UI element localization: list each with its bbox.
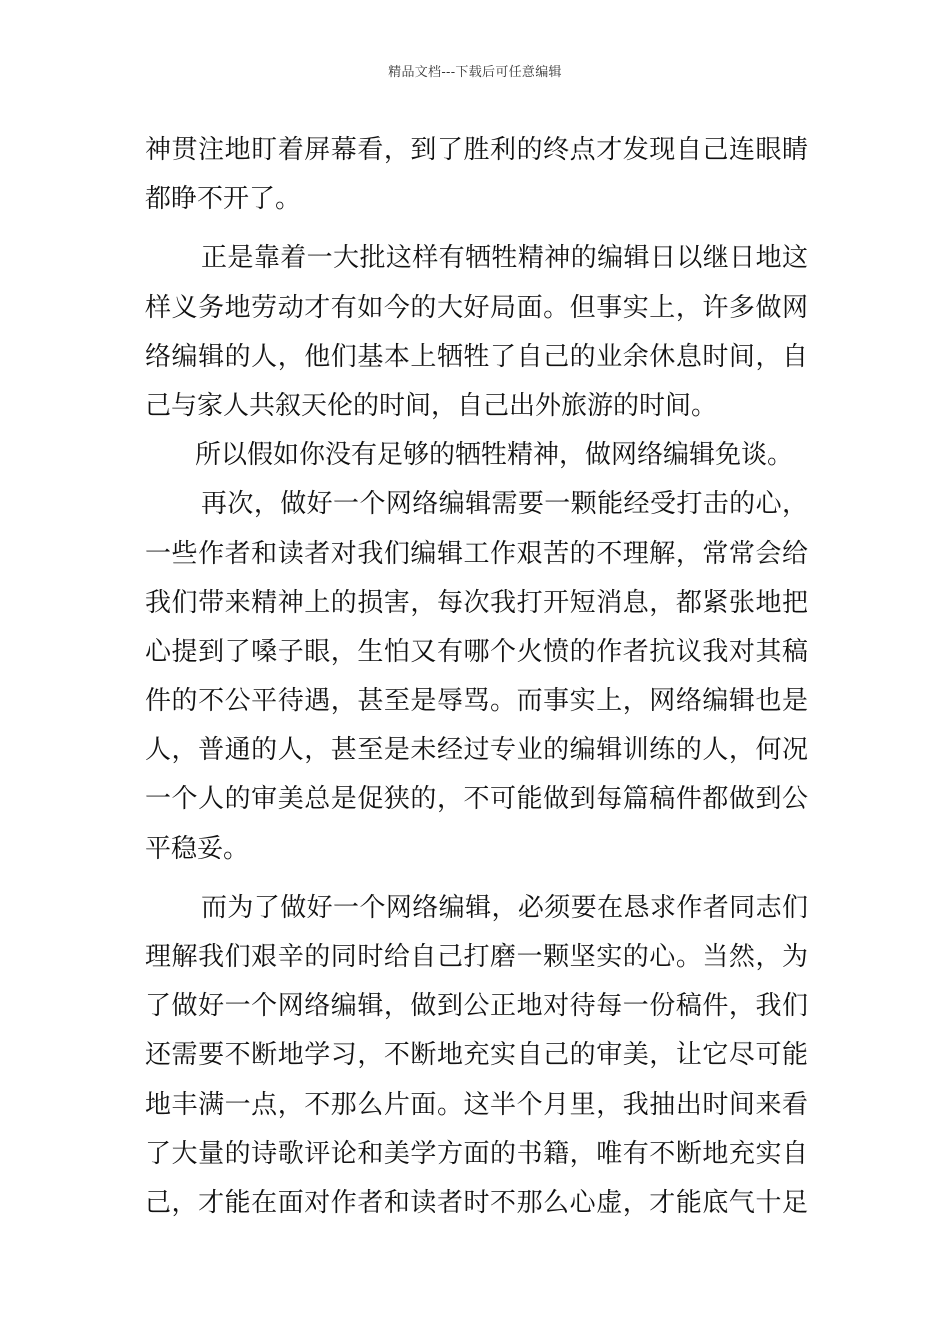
text-line: 一个人的审美总是促狭的，不可能做到每篇稿件都做到公 xyxy=(145,784,808,815)
text-line: 都睁不开了。 xyxy=(145,184,302,215)
text-line: 再次，做好一个网络编辑需要一颗能经受打击的心， xyxy=(201,489,808,520)
text-line: 人，普通的人，甚至是未经过专业的编辑训练的人，何况 xyxy=(145,735,808,766)
text-line: 己与家人共叙天伦的时间，自己出外旅游的时间。 xyxy=(145,390,718,421)
text-line: 了大量的诗歌评论和美学方面的书籍，唯有不断地充实自 xyxy=(145,1138,808,1169)
text-line: 理解我们艰辛的同时给自己打磨一颗坚实的心。当然，为 xyxy=(145,942,808,972)
page-header: 精品文档---下载后可任意编辑 xyxy=(388,65,562,80)
text-line: 件的不公平待遇，甚至是辱骂。而事实上，网络编辑也是 xyxy=(145,686,808,717)
text-line: 了做好一个网络编辑，做到公正地对待每一份稿件，我们 xyxy=(145,991,808,1022)
text-line: 平稳妥。 xyxy=(145,833,250,864)
document-body xyxy=(145,126,808,1228)
text-line: 络编辑的人，他们基本上牺牲了自己的业余休息时间，自 xyxy=(145,341,808,372)
text-line: 己，才能在面对作者和读者时不那么心虚，才能底气十足 xyxy=(145,1187,808,1218)
text-line: 而为了做好一个网络编辑，必须要在恳求作者同志们 xyxy=(201,892,808,923)
text-line: 我们带来精神上的损害，每次我打开短消息，都紧张地把 xyxy=(145,587,808,618)
text-line: 神贯注地盯着屏幕看，到了胜利的终点才发现自己连眼睛 xyxy=(145,135,808,165)
text-line: 样义务地劳动才有如今的大好局面。但事实上，许多做网 xyxy=(145,292,808,323)
text-line: 一些作者和读者对我们编辑工作艰苦的不理解，常常会给 xyxy=(145,538,808,569)
text-line: 正是靠着一大批这样有牺牲精神的编辑日以继日地这 xyxy=(201,243,808,274)
text-line: 地丰满一点，不那么片面。这半个月里，我抽出时间来看 xyxy=(145,1089,808,1120)
text-line: 心提到了嗓子眼，生怕又有哪个火愤的作者抗议我对其稿 xyxy=(145,636,808,667)
text-line: 所以假如你没有足够的牺牲精神，做网络编辑免谈。 xyxy=(195,440,794,471)
text-line: 还需要不断地学习，不断地充实自己的审美，让它尽可能 xyxy=(145,1040,808,1071)
